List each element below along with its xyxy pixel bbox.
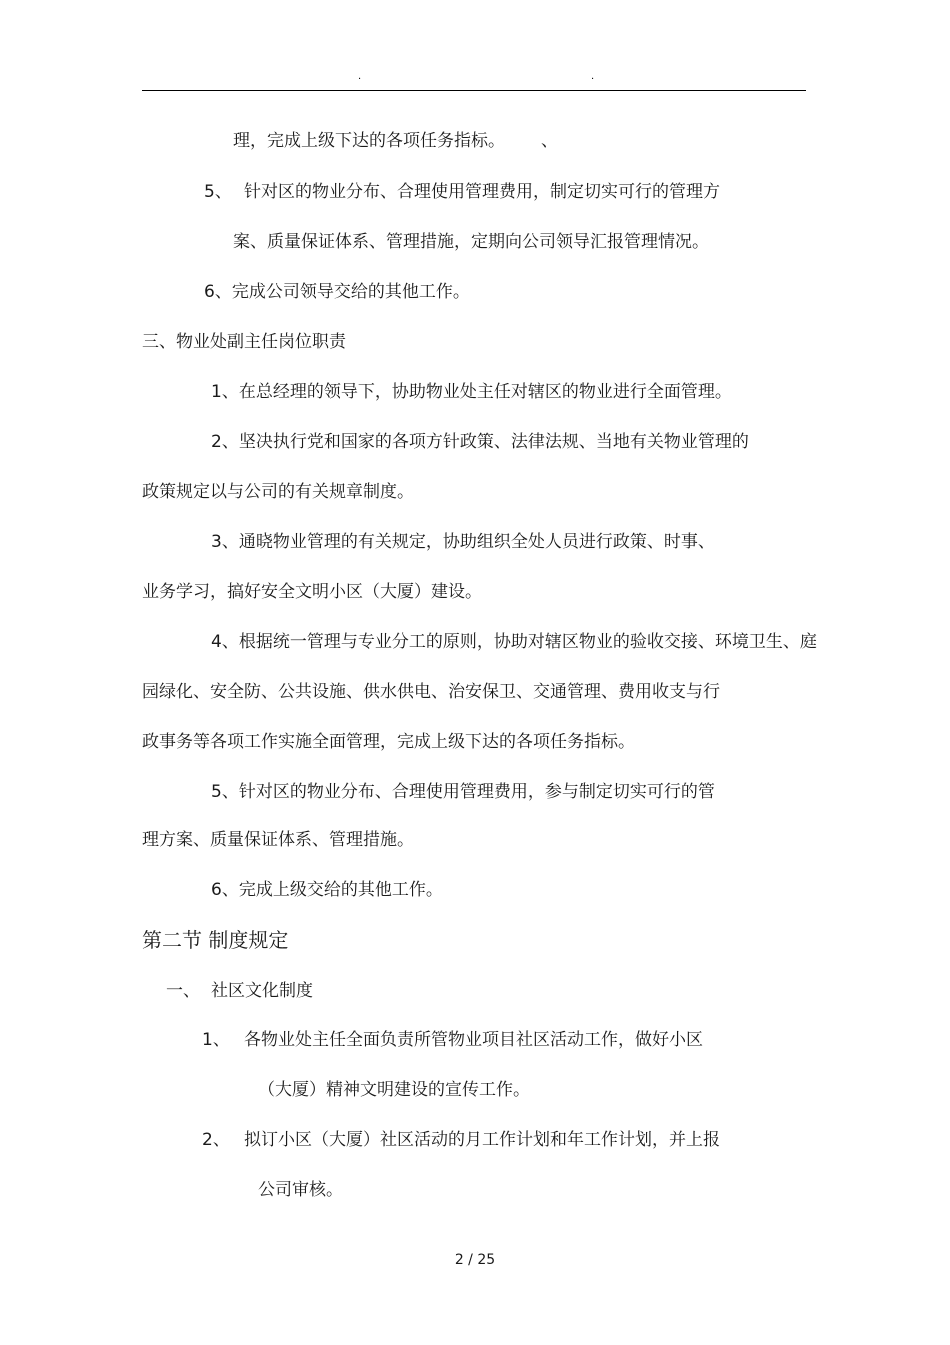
text-line: 业务学习，搞好安全文明小区（大厦）建设。 — [142, 582, 482, 602]
list-number: 2、 — [202, 1130, 230, 1150]
text-line: 4、根据统一管理与专业分工的原则，协助对辖区物业的验收交接、环境卫生、庭 — [211, 632, 817, 652]
header-rule — [142, 90, 806, 91]
text-line: 针对区的物业分布、合理使用管理费用，制定切实可行的管理方 — [244, 182, 720, 202]
text-line: 理方案、质量保证体系、管理措施。 — [142, 830, 414, 850]
text-line: 3、通晓物业管理的有关规定，协助组织全处人员进行政策、时事、 — [211, 532, 715, 552]
chapter-heading: 第二节 制度规定 — [142, 928, 289, 952]
text-line: 理，完成上级下达的各项任务指标。 — [233, 131, 505, 151]
text-line: 园绿化、安全防、公共设施、供水供电、治安保卫、交通管理、费用收支与行 — [142, 682, 720, 702]
text-line: 5、针对区的物业分布、合理使用管理费用，参与制定切实可行的管 — [211, 782, 715, 802]
text-line: 6、完成上级交给的其他工作。 — [211, 880, 443, 900]
text-line: 政策规定以与公司的有关规章制度。 — [142, 482, 414, 502]
header-dot-right: . — [591, 71, 595, 82]
text-line: 1、在总经理的领导下，协助物业处主任对辖区的物业进行全面管理。 — [211, 382, 732, 402]
text-line: 各物业处主任全面负责所管物业项目社区活动工作，做好小区 — [244, 1030, 703, 1050]
text-line: 、 — [541, 131, 558, 151]
text-line: 政事务等各项工作实施全面管理，完成上级下达的各项任务指标。 — [142, 732, 635, 752]
text-line: 案、质量保证体系、管理措施，定期向公司领导汇报管理情况。 — [233, 232, 709, 252]
text-line: （大厦）精神文明建设的宣传工作。 — [258, 1080, 530, 1100]
list-number: 5、 — [204, 182, 232, 202]
subsection-heading: 社区文化制度 — [211, 981, 313, 1001]
list-number: 1、 — [202, 1030, 230, 1050]
page-number: 2 / 25 — [454, 1252, 496, 1268]
text-line: 拟订小区（大厦）社区活动的月工作计划和年工作计划，并上报 — [244, 1130, 720, 1150]
text-line: 公司审核。 — [258, 1180, 343, 1200]
section-heading: 三、物业处副主任岗位职责 — [142, 332, 346, 352]
list-number: 一、 — [166, 981, 200, 1001]
text-line: 6、完成公司领导交给的其他工作。 — [204, 282, 470, 302]
header-dot-left: . — [358, 71, 362, 82]
text-line: 2、坚决执行党和国家的各项方针政策、法律法规、当地有关物业管理的 — [211, 432, 749, 452]
